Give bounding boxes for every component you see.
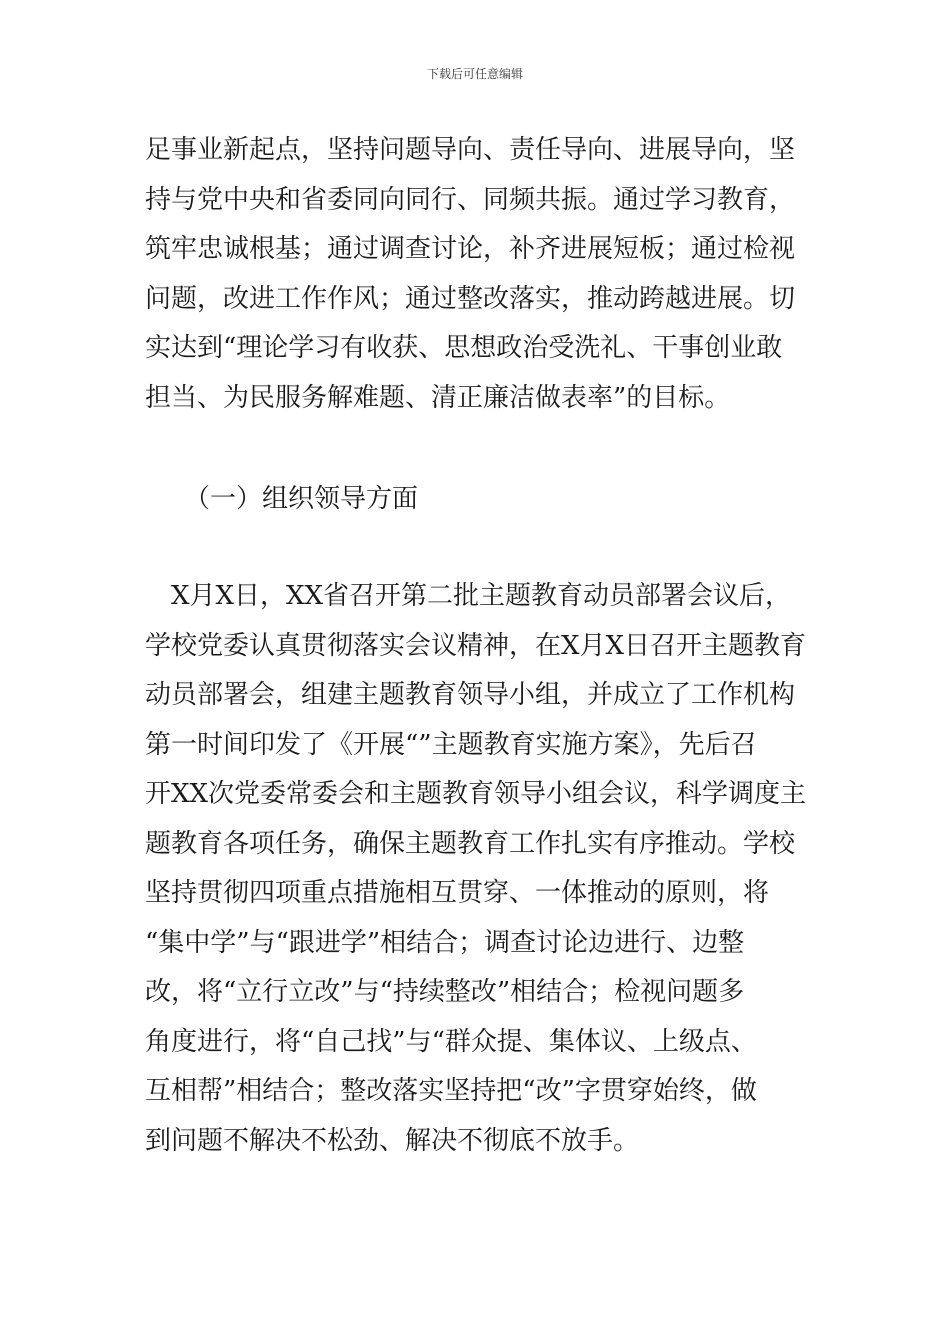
section-heading (145, 475, 810, 525)
text-line: 学校党委认真贯彻落实会议精神，在X月X日召开主题教育 (145, 630, 807, 661)
paragraph-organization (145, 572, 810, 1166)
text-line: 到问题不解决不松劲、解决不彻底不放手。 (145, 1125, 640, 1156)
text-line: 担当、为民服务解难题、清正廉洁做表率”的目标。 (145, 382, 731, 413)
section-heading-text: （一）组织领导方面 (145, 484, 419, 514)
text-line: 题教育各项任务，确保主题教育工作扎实有序推动。学校 (145, 828, 796, 859)
text-line: 实达到“理论学习有收获、思想政治受洗礼、干事创业敢 (145, 333, 783, 363)
text-line: X月X日，XX省召开第二批主题教育动员部署会议后， (145, 581, 792, 611)
text-line: 互相帮”相结合；整改落实坚持把“改”字贯穿始终，做 (145, 1076, 757, 1106)
text-line: 足事业新起点，坚持问题导向、责任导向、进展导向，坚 (145, 135, 796, 165)
text-line: 筑牢忠诚根基；通过调查讨论，补齐进展短板；通过检视 (145, 234, 796, 264)
text-line: 问题，改进工作作风；通过整改落实，推动跨越进展。切 (145, 283, 796, 314)
text-line: 动员部署会，组建主题教育领导小组，并成立了工作机构 (145, 680, 796, 710)
text-line: 第一时间印发了《开展“”主题教育实施方案》，先后召 (145, 729, 757, 760)
paragraph-intro (145, 126, 810, 423)
text-line: 坚持贯彻四项重点措施相互贯穿、一体推动的原则，将 (145, 878, 770, 908)
text-line: 改，将“立行立改”与“持续整改”相结合；检视问题多 (145, 977, 745, 1007)
text-line: 角度进行，将“自己找”与“群众提、集体议、上级点、 (145, 1026, 757, 1057)
text-line: “集中学”与“跟进学”相结合；调查讨论边进行、边整 (145, 927, 745, 958)
page-header-note: 下载后可任意编辑 (426, 67, 523, 81)
text-line: 持与党中央和省委同向同行、同频共振。通过学习教育， (145, 184, 796, 215)
text-line: 开XX次党委常委会和主题教育领导小组会议，科学调度主 (145, 779, 807, 809)
